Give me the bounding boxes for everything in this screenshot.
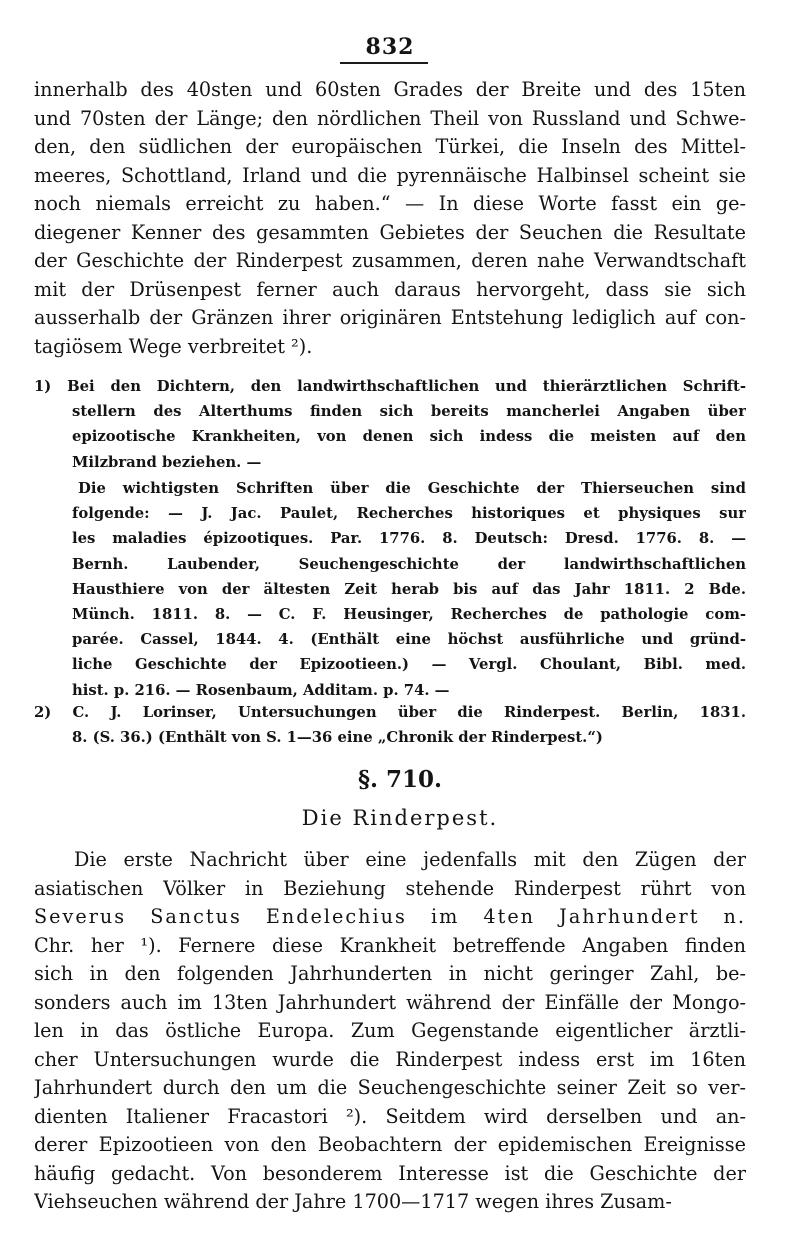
footnote-line: 2) C. J. Lorinser, Untersuchungen über die Rinderpest. Berlin, 1831. bbox=[34, 704, 746, 721]
footnote-line: Die wichtigsten Schriften über die Geschichte der Thierseuchen sind bbox=[78, 480, 746, 497]
section-number: §. 710. bbox=[357, 766, 443, 793]
text-line: den, den südlichen der europäischen Türkei, die Inseln des Mittel- bbox=[34, 135, 746, 158]
text-line: diegener Kenner des gesammten Gebietes der Seuchen die Resultate bbox=[34, 220, 746, 244]
page-number-rule bbox=[340, 62, 428, 64]
footnote-line: Milzbrand beziehen. — bbox=[72, 453, 262, 471]
text-line: tagiösem Wege verbreitet ²). bbox=[34, 334, 313, 358]
text-line: Severus Sanctus Endelechius im 4ten Jahrhundert n. bbox=[34, 905, 746, 928]
text-line: asiatischen Völker in Beziehung stehende Rinderpest rührt von bbox=[34, 876, 746, 900]
footnote-line: folgende: — J. Jac. Paulet, Recherches historiques et physiques sur bbox=[72, 505, 746, 523]
text-line: sonders auch im 13ten Jahrhundert während der Einfälle der Mongo- bbox=[34, 990, 746, 1014]
footnote-line: epizootische Krankheiten, von denen sich indess die meisten auf den bbox=[72, 428, 746, 446]
text-line: mit der Drüsenpest ferner auch daraus hervorgeht, dass sie sich bbox=[34, 277, 746, 301]
footnote-line: Bernh. Laubender, Seuchengeschichte der landwirthschaftlichen bbox=[72, 555, 746, 573]
footnote-line: stellern des Alterthums finden sich bereits mancherlei Angaben über bbox=[72, 403, 746, 421]
text-line: sich in den folgenden Jahrhunderten in nicht geringer Zahl, be- bbox=[34, 962, 746, 985]
footnote-2 bbox=[34, 700, 746, 750]
footnote-line: hist. p. 216. — Rosenbaum, Additam. p. 74. — bbox=[72, 681, 450, 699]
text-line: derer Epizootieen von den Beobachtern der epidemischen Ereignisse bbox=[34, 1133, 746, 1156]
footnote-line: les maladies épizootiques. Par. 1776. 8. Deutsch: Dresd. 1776. 8. — bbox=[72, 530, 746, 548]
text-line: dienten Italiener Fracastori ²). Seitdem wird derselben und an- bbox=[34, 1104, 746, 1128]
footnote-line: Hausthiere von der ältesten Zeit herab bis auf das Jahr 1811. 2 Bde. bbox=[72, 580, 746, 598]
paragraph-continued bbox=[34, 76, 746, 361]
text-line: Die erste Nachricht über eine jedenfalls mit den Zügen der bbox=[74, 848, 746, 871]
text-line: innerhalb des 40sten und 60sten Grades der Breite und des 15ten bbox=[34, 78, 746, 101]
text-line: Jahrhundert durch den um die Seuchengeschichte seiner Zeit so ver- bbox=[34, 1076, 746, 1099]
text-line: meeres, Schottland, Irland und die pyrennäische Halbinsel scheint sie bbox=[34, 163, 746, 187]
text-line: häufig gedacht. Von besonderem Interesse ist die Geschichte der bbox=[34, 1161, 746, 1185]
footnote-line: parée. Cassel, 1844. 4. (Enthält eine höchst ausführliche und gründ- bbox=[72, 631, 746, 649]
text-line: und 70sten der Länge; den nördlichen Theil von Russland und Schwe- bbox=[34, 106, 746, 130]
page-number: 832 bbox=[365, 34, 415, 60]
text-line: len in das östliche Europa. Zum Gegenstande eigentlicher ärztli- bbox=[34, 1019, 746, 1042]
section-title: Die Rinderpest. bbox=[301, 806, 499, 830]
footnote-1 bbox=[34, 374, 746, 475]
text-line: noch niemals erreicht zu haben.“ — In diese Worte fasst ein ge- bbox=[34, 192, 746, 215]
footnote-1-bibliography bbox=[34, 476, 746, 703]
text-line: Chr. her ¹). Fernere diese Krankheit betreffende Angaben finden bbox=[34, 933, 746, 957]
footnote-line: 8. (S. 36.) (Enthält von S. 1—36 eine „Chronik der Rinderpest.“) bbox=[72, 729, 603, 747]
text-line: Viehseuchen während der Jahre 1700—1717 wegen ihres Zusam- bbox=[34, 1190, 672, 1213]
paragraph-rinderpest bbox=[34, 846, 746, 1217]
footnote-line: Münch. 1811. 8. — C. F. Heusinger, Recherches de pathologie com- bbox=[72, 605, 746, 623]
footnote-line: 1) Bei den Dichtern, den landwirthschaftlichen und thierärztlichen Schrift- bbox=[34, 378, 746, 395]
footnote-line: liche Geschichte der Epizootieen.) — Vergl. Choulant, Bibl. med. bbox=[72, 656, 746, 674]
text-line: der Geschichte der Rinderpest zusammen, deren nahe Verwandtschaft bbox=[34, 249, 746, 272]
text-line: cher Untersuchungen wurde die Rinderpest indess erst im 16ten bbox=[34, 1047, 746, 1071]
text-line: ausserhalb der Gränzen ihrer originären Entstehung lediglich auf con- bbox=[34, 306, 746, 329]
